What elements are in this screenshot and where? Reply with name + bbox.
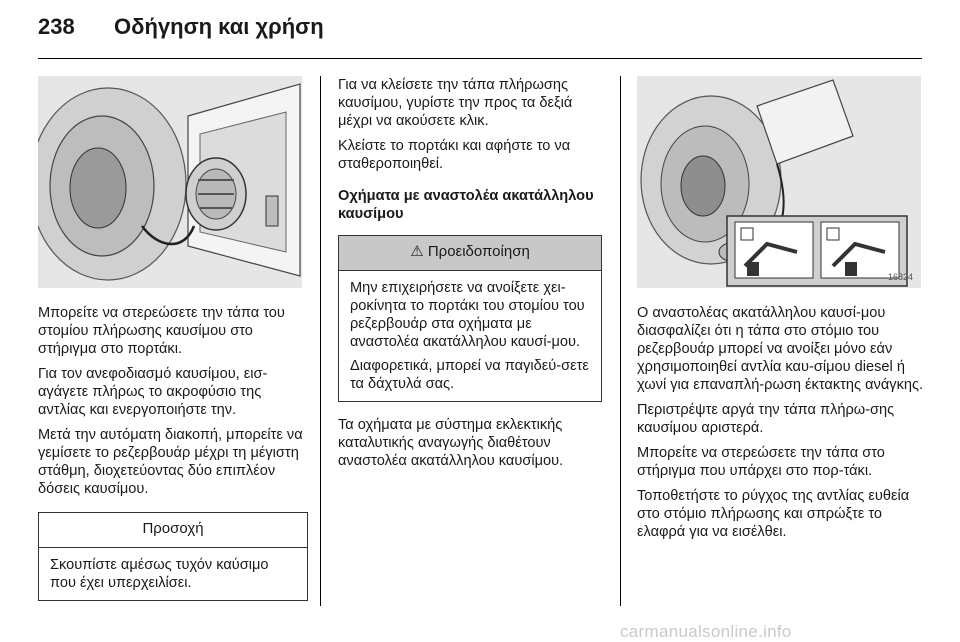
page-number: 238 <box>38 14 75 39</box>
column-divider-right <box>620 76 621 606</box>
section-subheading: Οχήματα με αναστολέα ακατάλληλου καυσίμου <box>338 188 594 222</box>
warning-text: Μην επιχειρήσετε να ανοίξετε χει-ροκίνητα το πορτάκι του στομίου του ρεζερβουάρ στα οχήματα με αναστολέα ακατάλληλου καυσί-μου. <box>350 280 585 350</box>
paragraph: Κλείστε το πορτάκι και αφήστε το να σταθεροποιηθεί. <box>338 138 571 172</box>
right-column <box>637 304 927 548</box>
misfuel-inhibitor-illustration <box>637 76 921 288</box>
warning-triangle-icon: ⚠ <box>410 243 424 260</box>
warning-body <box>339 271 601 401</box>
misfuel-inhibitor-drawing <box>637 76 921 288</box>
paragraph: Για να κλείσετε την τάπα πλήρωσης καυσίμου, γυρίστε την προς τα δεξιά μέχρι να ακούσετε κλικ. <box>338 77 573 129</box>
page-header <box>38 14 922 44</box>
warning-header <box>339 236 601 271</box>
header-rule <box>38 58 922 59</box>
paragraph: Μπορείτε να στερεώσετε την τάπα του στομίου πλήρωσης καυσίμου στο στήριγμα στο πορτάκι. <box>38 305 285 357</box>
warning-title: Προειδοποίηση <box>427 243 530 260</box>
paragraph: Τοποθετήστε το ρύγχος της αντλίας ευθεία στο στόμιο πλήρωσης και σπρώξτε το ελαφρά για να εισέλθει. <box>637 488 910 540</box>
paragraph: Τα οχήματα με σύστημα εκλεκτικής καταλυτικής αναγωγής διαθέτουν αναστολέα ακατάλληλου καυσίμου. <box>338 417 564 469</box>
left-column <box>38 304 308 609</box>
paragraph: Περιστρέψτε αργά την τάπα πλήρω-σης καυσίμου αριστερά. <box>637 402 895 436</box>
paragraph: Μετά την αυτόματη διακοπή, μπορείτε να γεμίσετε το ρεζερβουάρ μέχρι τη μέγιστη στάθμη, διοχετεύοντας δύο επιπλέον δόσεις καυσίμου. <box>38 427 303 497</box>
figure-code: 16824 <box>887 272 913 282</box>
caution-text: Σκουπίστε αμέσως τυχόν καύσιμο που έχει υπερχειλίσει. <box>50 557 269 591</box>
watermark-link[interactable]: carmanualsonline.info <box>620 622 792 641</box>
caution-body <box>39 548 307 600</box>
caution-box <box>38 512 308 601</box>
column-divider-left <box>320 76 321 606</box>
caution-title: Προσοχή <box>39 513 307 548</box>
fuel-cap-drawing <box>38 76 302 288</box>
paragraph: Ο αναστολέας ακατάλληλου καυσί-μου διασφαλίζει ότι η τάπα στο στόμιο του ρεζερβουάρ μπορεί να ανοίξει μόνο εάν χρησιμοποιηθεί αντλία καυ-σίμου diesel ή χωνί για επαναπλή-ρωση έκτακτης ανάγκης. <box>637 305 924 393</box>
middle-column <box>338 76 602 477</box>
page-title: Οδήγηση και χρήση <box>114 14 324 39</box>
warning-box <box>338 235 602 402</box>
paragraph: Μπορείτε να στερεώσετε την τάπα στο στήριγμα που υπάρχει στο πορ-τάκι. <box>637 445 885 479</box>
fuel-cap-illustration <box>38 76 302 288</box>
warning-text: Διαφορετικά, μπορεί να παγιδεύ-σετε τα δάχτυλά σας. <box>350 358 589 392</box>
paragraph: Για τον ανεφοδιασμό καυσίμου, εισ-αγάγετε πλήρως το ακροφύσιο της αντλίας και ενεργοποιήστε την. <box>38 366 268 418</box>
